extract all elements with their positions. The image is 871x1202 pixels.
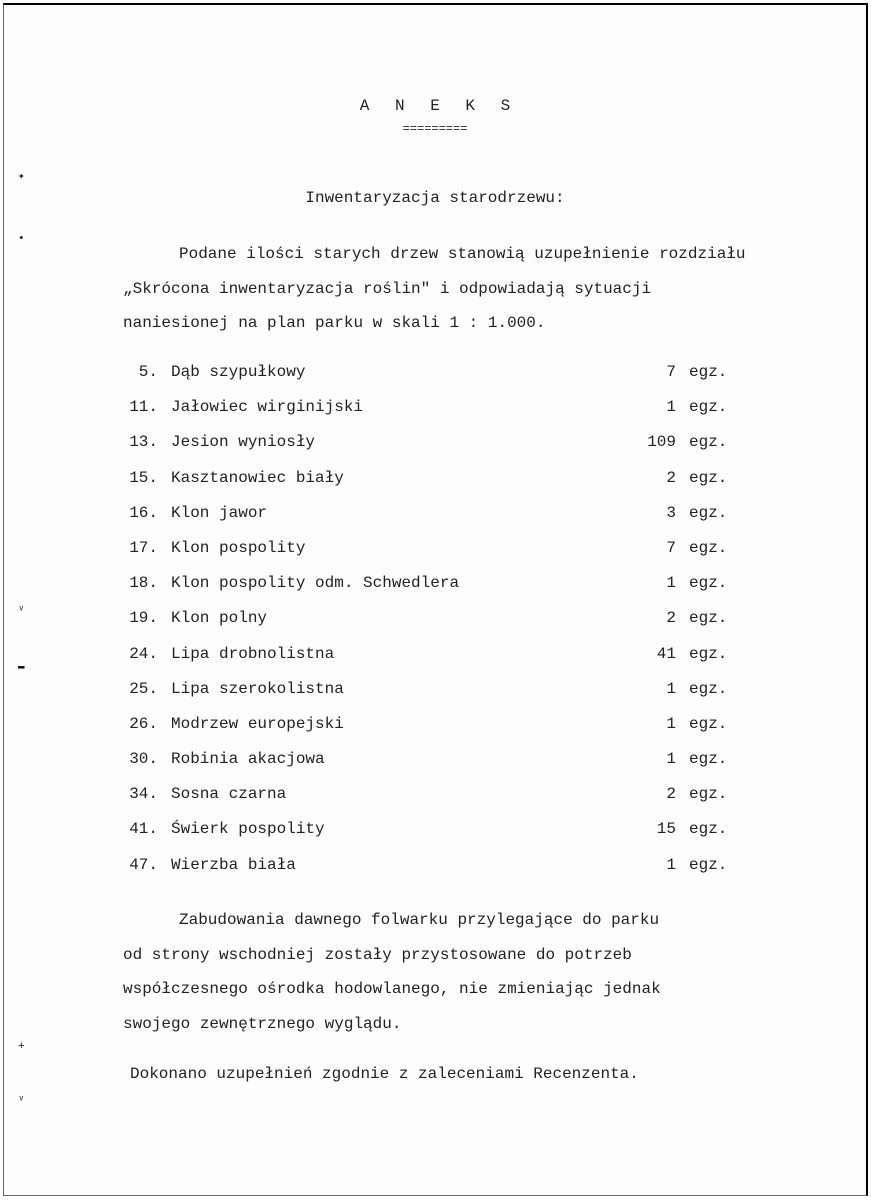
document-page: [3, 3, 868, 1196]
item-name: Klon pospolity odm. Schwedlera: [171, 574, 460, 593]
item-unit: egz.: [689, 609, 728, 628]
item-number: 26.: [129, 714, 158, 733]
closing-line: Zabudowania dawnego folwarku przylegające do parku: [179, 911, 660, 929]
item-number: 25.: [129, 679, 158, 698]
item-name: Klon pospolity: [171, 538, 306, 557]
closing-line: swojego zewnętrznego wyglądu.: [123, 1014, 402, 1033]
closing-paragraph: [123, 903, 843, 1041]
item-name: Klon jawor: [171, 503, 268, 522]
item-number: 17.: [129, 538, 158, 557]
item-name: Wierzba biała: [171, 855, 296, 874]
list-item: [124, 566, 734, 601]
intro-line: Podane ilości starych drzew stanowią uzupełnienie rozdziału: [179, 245, 746, 263]
item-name: Lipa szerokolistna: [171, 679, 344, 698]
item-name: Robinia akacjowa: [171, 750, 325, 769]
margin-mark: ᵛ: [18, 1095, 25, 1107]
closing-line: od strony wschodniej zostały przystosowane do potrzeb: [123, 945, 632, 964]
item-name: Dąb szypułkowy: [171, 363, 306, 381]
list-item: [124, 461, 734, 496]
item-name: Lipa drobnolistna: [171, 644, 335, 663]
list-item: [124, 848, 734, 883]
intro-line: naniesionej na plan parku w skali 1 : 1.000.: [123, 314, 546, 332]
item-name: Kasztanowiec biały: [171, 468, 344, 487]
item-number: 41.: [129, 820, 158, 839]
list-item: [124, 707, 734, 742]
final-note: Dokonano uzupełnień zgodnie z zaleceniami Recenzenta.: [130, 1065, 639, 1083]
item-number: 19.: [129, 609, 158, 628]
item-unit: egz.: [689, 433, 728, 452]
item-quantity: 1: [666, 855, 676, 874]
title-underline: =========: [402, 122, 468, 136]
item-unit: egz.: [689, 644, 728, 663]
item-quantity: 41: [656, 644, 676, 663]
item-name: Sosna czarna: [171, 785, 287, 804]
item-quantity: 2: [666, 468, 676, 487]
item-name: Klon polny: [171, 609, 268, 628]
item-quantity: 7: [666, 363, 676, 381]
tree-inventory-list: [124, 355, 734, 883]
item-quantity: 1: [666, 398, 676, 417]
margin-mark: •: [18, 233, 25, 245]
item-quantity: 3: [666, 503, 676, 522]
item-unit: egz.: [689, 855, 728, 874]
list-item: [124, 812, 734, 847]
item-quantity: 1: [666, 750, 676, 769]
item-number: 16.: [129, 503, 158, 522]
item-quantity: 1: [666, 574, 676, 593]
margin-mark: +: [18, 1041, 25, 1053]
item-unit: egz.: [689, 538, 728, 557]
list-item: [124, 742, 734, 777]
section-subtitle: Inwentaryzacja starodrzewu:: [305, 189, 565, 207]
margin-mark: ▬: [18, 661, 25, 673]
item-quantity: 1: [666, 679, 676, 698]
list-item: [124, 672, 734, 707]
item-unit: egz.: [689, 363, 728, 381]
intro-line: „Skrócona inwentaryzacja roślin" i odpowiadają sytuacji: [123, 279, 652, 298]
item-quantity: 15: [656, 820, 676, 839]
list-item: [124, 390, 734, 425]
item-number: 47.: [129, 855, 158, 874]
list-item: [124, 637, 734, 672]
item-quantity: 2: [666, 609, 676, 628]
item-name: Jesion wyniosły: [171, 433, 316, 452]
margin-mark: ᵛ: [18, 605, 25, 617]
list-item: [124, 425, 734, 460]
margin-mark: ✦: [18, 171, 25, 183]
item-quantity: 1: [666, 714, 676, 733]
item-number: 11.: [129, 398, 158, 417]
item-unit: egz.: [689, 820, 728, 839]
list-item: [124, 496, 734, 531]
item-unit: egz.: [689, 503, 728, 522]
item-number: 5.: [138, 363, 158, 381]
item-number: 18.: [129, 574, 158, 593]
item-unit: egz.: [689, 750, 728, 769]
item-unit: egz.: [689, 574, 728, 593]
item-unit: egz.: [689, 679, 728, 698]
item-unit: egz.: [689, 398, 728, 417]
item-unit: egz.: [689, 468, 728, 487]
list-item: [124, 601, 734, 636]
item-name: Świerk pospolity: [171, 820, 325, 839]
item-unit: egz.: [689, 714, 728, 733]
list-item: [124, 531, 734, 566]
page-title: A N E K S: [359, 97, 519, 115]
item-unit: egz.: [689, 785, 728, 804]
item-number: 13.: [129, 433, 158, 452]
item-quantity: 2: [666, 785, 676, 804]
item-number: 15.: [129, 468, 158, 487]
item-number: 34.: [129, 785, 158, 804]
item-name: Jałowiec wirginijski: [171, 398, 364, 417]
item-number: 24.: [129, 644, 158, 663]
intro-paragraph: [123, 237, 843, 341]
item-number: 30.: [129, 750, 158, 769]
item-name: Modrzew europejski: [171, 714, 344, 733]
list-item: [124, 355, 734, 390]
list-item: [124, 777, 734, 812]
item-quantity: 109: [647, 433, 676, 452]
item-quantity: 7: [666, 538, 676, 557]
closing-line: współczesnego ośrodka hodowlanego, nie zmieniając jednak: [123, 980, 661, 998]
